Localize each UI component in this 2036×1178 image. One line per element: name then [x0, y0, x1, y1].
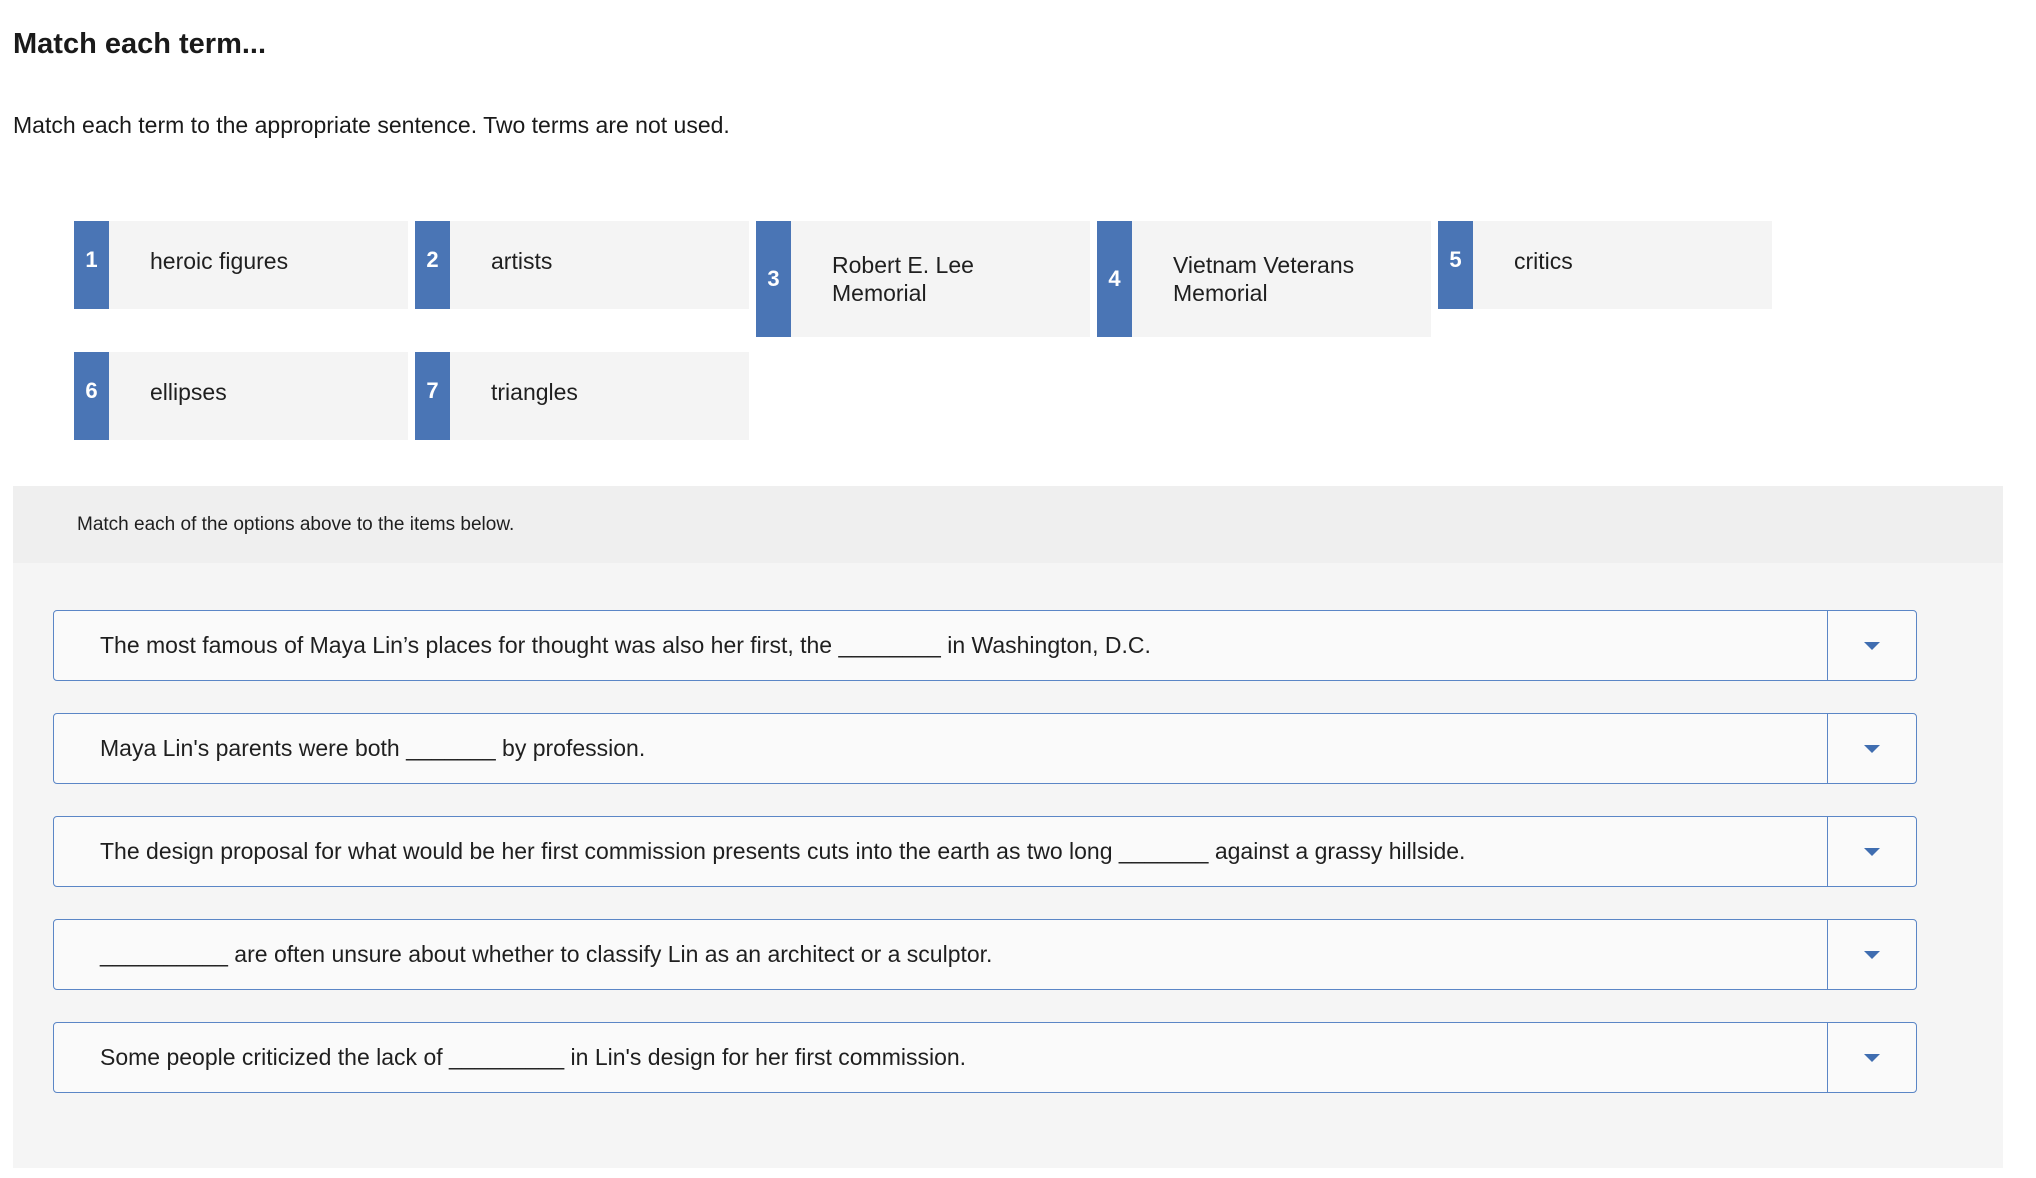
panel-header-text: Match each of the options above to the items below. — [77, 513, 515, 535]
term-number-badge: 7 — [415, 352, 450, 440]
matching-panel — [13, 486, 2003, 1168]
answer-dropdown-button[interactable] — [1827, 611, 1916, 680]
match-sentence: Some people criticized the lack of _________ in Lin's design for her first commission. — [100, 1044, 967, 1070]
chevron-down-icon — [1864, 745, 1880, 753]
match-sentence: __________ are often unsure about whether to classify Lin as an architect or a sculptor. — [100, 941, 993, 967]
match-item-2 — [53, 713, 1917, 784]
term-card-6[interactable] — [74, 352, 408, 440]
answer-dropdown-button[interactable] — [1827, 920, 1916, 989]
term-number-badge: 2 — [415, 221, 450, 309]
term-card-2[interactable] — [415, 221, 749, 309]
match-sentence: The design proposal for what would be her first commission presents cuts into the earth as two long _______ against a grassy hillside. — [100, 838, 1466, 864]
term-label: heroic figures — [150, 248, 289, 274]
term-number-badge: 3 — [756, 221, 791, 337]
term-label: ellipses — [150, 379, 227, 405]
term-card-1[interactable] — [74, 221, 408, 309]
chevron-down-icon — [1864, 951, 1880, 959]
term-label: Vietnam Veterans Memorial — [1173, 252, 1355, 306]
term-card-4[interactable] — [1097, 221, 1431, 337]
answer-dropdown-button[interactable] — [1827, 714, 1916, 783]
panel-header — [13, 486, 2003, 563]
match-item-5 — [53, 1022, 1917, 1093]
chevron-down-icon — [1864, 1054, 1880, 1062]
term-card-7[interactable] — [415, 352, 749, 440]
term-label: critics — [1514, 248, 1573, 274]
term-label: Robert E. Lee Memorial — [832, 252, 974, 306]
chevron-down-icon — [1864, 848, 1880, 856]
match-item-1 — [53, 610, 1917, 681]
answer-dropdown-button[interactable] — [1827, 817, 1916, 886]
term-label: artists — [491, 248, 553, 274]
match-item-3 — [53, 816, 1917, 887]
term-number-badge: 4 — [1097, 221, 1132, 337]
match-sentence: Maya Lin's parents were both _______ by profession. — [100, 735, 646, 761]
term-label: triangles — [491, 379, 578, 405]
page-title: Match each term... — [13, 28, 267, 60]
match-sentence: The most famous of Maya Lin’s places for thought was also her first, the ________ in Washington, D.C. — [100, 632, 1151, 658]
term-number-badge: 5 — [1438, 221, 1473, 309]
answer-dropdown-button[interactable] — [1827, 1023, 1916, 1092]
term-card-5[interactable] — [1438, 221, 1772, 309]
chevron-down-icon — [1864, 642, 1880, 650]
term-number-badge: 6 — [74, 352, 109, 440]
term-card-3[interactable] — [756, 221, 1090, 337]
match-item-4 — [53, 919, 1917, 990]
terms-bank — [74, 221, 1774, 441]
instructions-text: Match each term to the appropriate sentence. Two terms are not used. — [13, 112, 730, 138]
term-number-badge: 1 — [74, 221, 109, 309]
